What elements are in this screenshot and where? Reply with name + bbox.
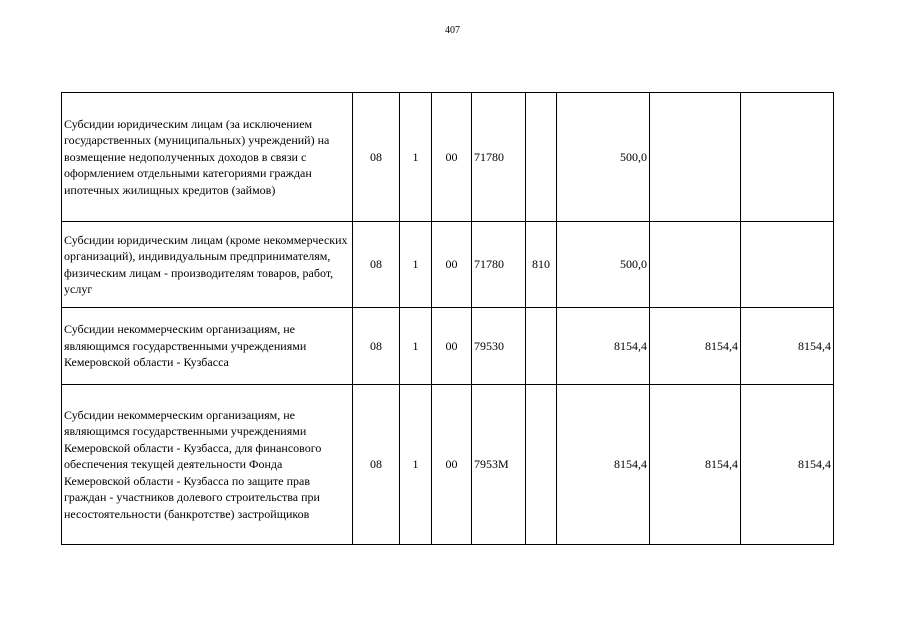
program-code: 00 — [432, 93, 472, 222]
subsection-code: 1 — [400, 93, 432, 222]
target-code: 7953М — [472, 385, 526, 545]
target-code: 71780 — [472, 93, 526, 222]
amount-year-1: 8154,4 — [557, 308, 650, 385]
row-description: Субсидии некоммерческим организациям, не являющимся государственными учреждениями Кемеровской области - Кузбасса, для финансового обеспечения текущей деятельности Фонда Кемеровской области - Кузбасса по защите прав граждан - участников долевого строительства при несостоятельности (банкротстве) застройщиков — [62, 385, 353, 545]
table-row — [62, 93, 834, 222]
table-row — [62, 222, 834, 308]
amount-year-3 — [741, 93, 834, 222]
amount-year-1: 500,0 — [557, 93, 650, 222]
page-number: 407 — [445, 25, 460, 36]
amount-year-2 — [650, 222, 741, 308]
table-row — [62, 385, 834, 545]
amount-year-1: 500,0 — [557, 222, 650, 308]
row-description: Субсидии юридическим лицам (за исключением государственных (муниципальных) учреждений) на возмещение недополученных доходов в связи с оформлением отдельными категориями граждан ипотечных жилищных кредитов (займов) — [62, 93, 353, 222]
table-row — [62, 308, 834, 385]
amount-year-1: 8154,4 — [557, 385, 650, 545]
subsection-code: 1 — [400, 385, 432, 545]
expense-type-code — [526, 385, 557, 545]
amount-year-2 — [650, 93, 741, 222]
target-code: 71780 — [472, 222, 526, 308]
amount-year-3 — [741, 222, 834, 308]
row-description: Субсидии некоммерческим организациям, не являющимся государственными учреждениями Кемеровской области - Кузбасса — [62, 308, 353, 385]
expense-type-code — [526, 308, 557, 385]
subsection-code: 1 — [400, 222, 432, 308]
expense-type-code: 810 — [526, 222, 557, 308]
budget-table — [61, 92, 834, 545]
amount-year-3: 8154,4 — [741, 308, 834, 385]
section-code: 08 — [353, 93, 400, 222]
program-code: 00 — [432, 385, 472, 545]
section-code: 08 — [353, 222, 400, 308]
expense-type-code — [526, 93, 557, 222]
program-code: 00 — [432, 308, 472, 385]
target-code: 79530 — [472, 308, 526, 385]
program-code: 00 — [432, 222, 472, 308]
section-code: 08 — [353, 385, 400, 545]
amount-year-3: 8154,4 — [741, 385, 834, 545]
amount-year-2: 8154,4 — [650, 308, 741, 385]
section-code: 08 — [353, 308, 400, 385]
subsection-code: 1 — [400, 308, 432, 385]
row-description: Субсидии юридическим лицам (кроме некоммерческих организаций), индивидуальным предпринимателям, физическим лицам - производителям товаров, работ, услуг — [62, 222, 353, 308]
amount-year-2: 8154,4 — [650, 385, 741, 545]
